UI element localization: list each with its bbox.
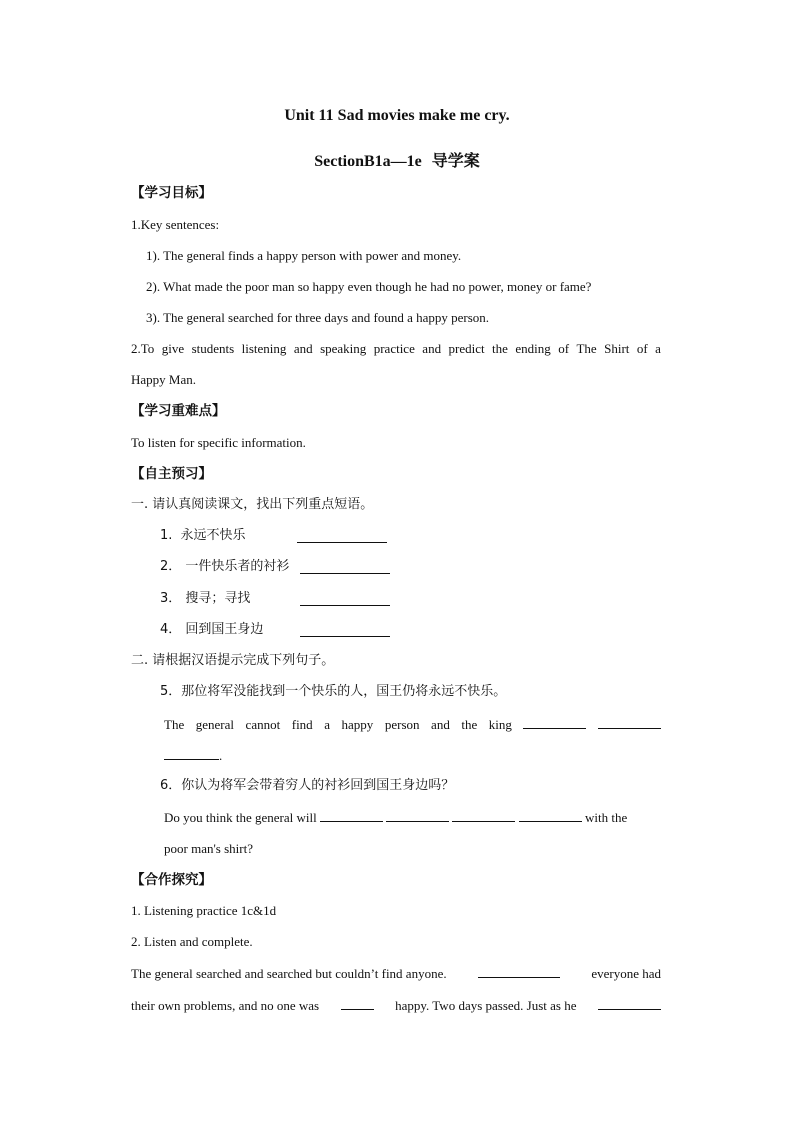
- key-sentence-3: 3). The general searched for three days and found a happy person.: [146, 310, 490, 325]
- phrase-text: 回到国王身边: [185, 622, 264, 637]
- key-sentences-label: 1.Key sentences:: [131, 217, 220, 232]
- passage-line-1: [131, 965, 661, 982]
- phrase-number: 1.: [160, 528, 173, 543]
- goal-word: the: [492, 341, 508, 356]
- answer-blank[interactable]: [320, 809, 383, 822]
- phrase-number: 3．: [160, 591, 182, 606]
- goal-2-line: [131, 341, 661, 357]
- section-heading-key-points: 【学习重难点】: [131, 403, 226, 419]
- passage-text: everyone had: [591, 966, 661, 981]
- question-5-en-cont: [164, 747, 222, 764]
- answer-blank[interactable]: [341, 997, 374, 1010]
- passage-line-2: [131, 997, 661, 1014]
- q5-period: .: [219, 748, 223, 763]
- phrase-row: [160, 528, 246, 544]
- answer-blank[interactable]: [598, 997, 661, 1010]
- question-6-en: [164, 809, 627, 826]
- preview-part2-heading: 二. 请根据汉语提示完成下列句子。: [131, 653, 335, 668]
- question-5-en: [164, 716, 661, 733]
- phrase-text: 永远不快乐: [180, 528, 246, 543]
- passage-text: The general searched and searched but couldn’t find anyone.: [131, 966, 447, 981]
- goal-word: and: [293, 341, 313, 356]
- passage-text: their own problems, and no one was: [131, 998, 320, 1013]
- phrase-text: 一件快乐者的衬衫: [185, 559, 290, 574]
- goal-word: ending: [515, 341, 551, 356]
- answer-blank[interactable]: [519, 809, 582, 822]
- q5-word: general: [195, 717, 235, 732]
- question-5-cn: 5．那位将军没能找到一个快乐的人，国王仍将永远不快乐。: [160, 684, 507, 699]
- q5-word: cannot: [245, 717, 281, 732]
- document-title: Unit 11 Sad movies make me cry.: [284, 107, 510, 124]
- cooperation-item-1: 1. Listening practice 1c&1d: [131, 903, 277, 918]
- q6-start: Do you think the general will: [164, 810, 317, 825]
- answer-blank[interactable]: [523, 716, 586, 729]
- preview-part1-heading: 一. 请认真阅读课文，找出下列重点短语。: [131, 497, 374, 512]
- answer-blank[interactable]: [300, 624, 390, 637]
- goal-word: speaking: [320, 341, 367, 356]
- q5-word: The: [164, 717, 185, 732]
- phrase-row: [160, 622, 263, 638]
- q5-word: and: [431, 717, 450, 732]
- q5-word: a: [324, 717, 330, 732]
- goal-word: students: [191, 341, 235, 356]
- goal-word: The: [576, 341, 597, 356]
- subtitle-guide: 导学案: [431, 151, 480, 170]
- answer-blank[interactable]: [478, 965, 560, 978]
- q5-word: happy: [341, 717, 374, 732]
- q5-word: king: [488, 717, 512, 732]
- question-6-cn: 6．你认为将军会带着穷人的衬衫回到国王身边吗？: [160, 778, 455, 793]
- key-points-text: To listen for specific information.: [131, 435, 306, 450]
- subtitle-section: SectionB1a—1e: [314, 153, 422, 170]
- goal-word: practice: [373, 341, 415, 356]
- q5-word: find: [291, 717, 313, 732]
- phrase-number: 2．: [160, 559, 182, 574]
- goal-word: predict: [448, 341, 485, 356]
- phrase-text: 搜寻；寻找: [185, 591, 251, 606]
- goal-word: listening: [241, 341, 287, 356]
- question-6-en-tail: poor man's shirt?: [164, 841, 253, 856]
- phrase-row: [160, 559, 289, 575]
- passage-text: happy. Two days passed. Just as he: [395, 998, 577, 1013]
- phrase-number: 4．: [160, 622, 182, 637]
- answer-blank[interactable]: [300, 561, 390, 574]
- answer-blank[interactable]: [452, 809, 515, 822]
- answer-blank[interactable]: [297, 530, 387, 543]
- goal-word: of: [636, 341, 648, 356]
- section-heading-objectives: 【学习目标】: [131, 185, 212, 201]
- section-heading-preview: 【自主预习】: [131, 466, 212, 482]
- answer-blank[interactable]: [164, 747, 219, 760]
- q5-word: person: [384, 717, 420, 732]
- goal-word: give: [161, 341, 185, 356]
- goal-2-tail: Happy Man.: [131, 372, 196, 387]
- answer-blank[interactable]: [386, 809, 449, 822]
- answer-blank[interactable]: [598, 716, 661, 729]
- key-sentence-1: 1). The general finds a happy person with power and money.: [146, 248, 462, 263]
- section-heading-cooperation: 【合作探究】: [131, 872, 212, 888]
- q6-end: with the: [584, 810, 628, 825]
- goal-word: of: [558, 341, 570, 356]
- goal-word: a: [655, 341, 661, 356]
- key-sentence-2: 2). What made the poor man so happy even though he had no power, money or fame?: [146, 279, 592, 294]
- goal-word: 2.To: [131, 341, 155, 356]
- answer-blank[interactable]: [300, 593, 390, 606]
- q5-word: the: [461, 717, 478, 732]
- goal-word: Shirt: [604, 341, 630, 356]
- cooperation-item-2: 2. Listen and complete.: [131, 934, 253, 949]
- document-subtitle: [0, 148, 794, 171]
- goal-word: and: [422, 341, 442, 356]
- phrase-row: [160, 591, 250, 607]
